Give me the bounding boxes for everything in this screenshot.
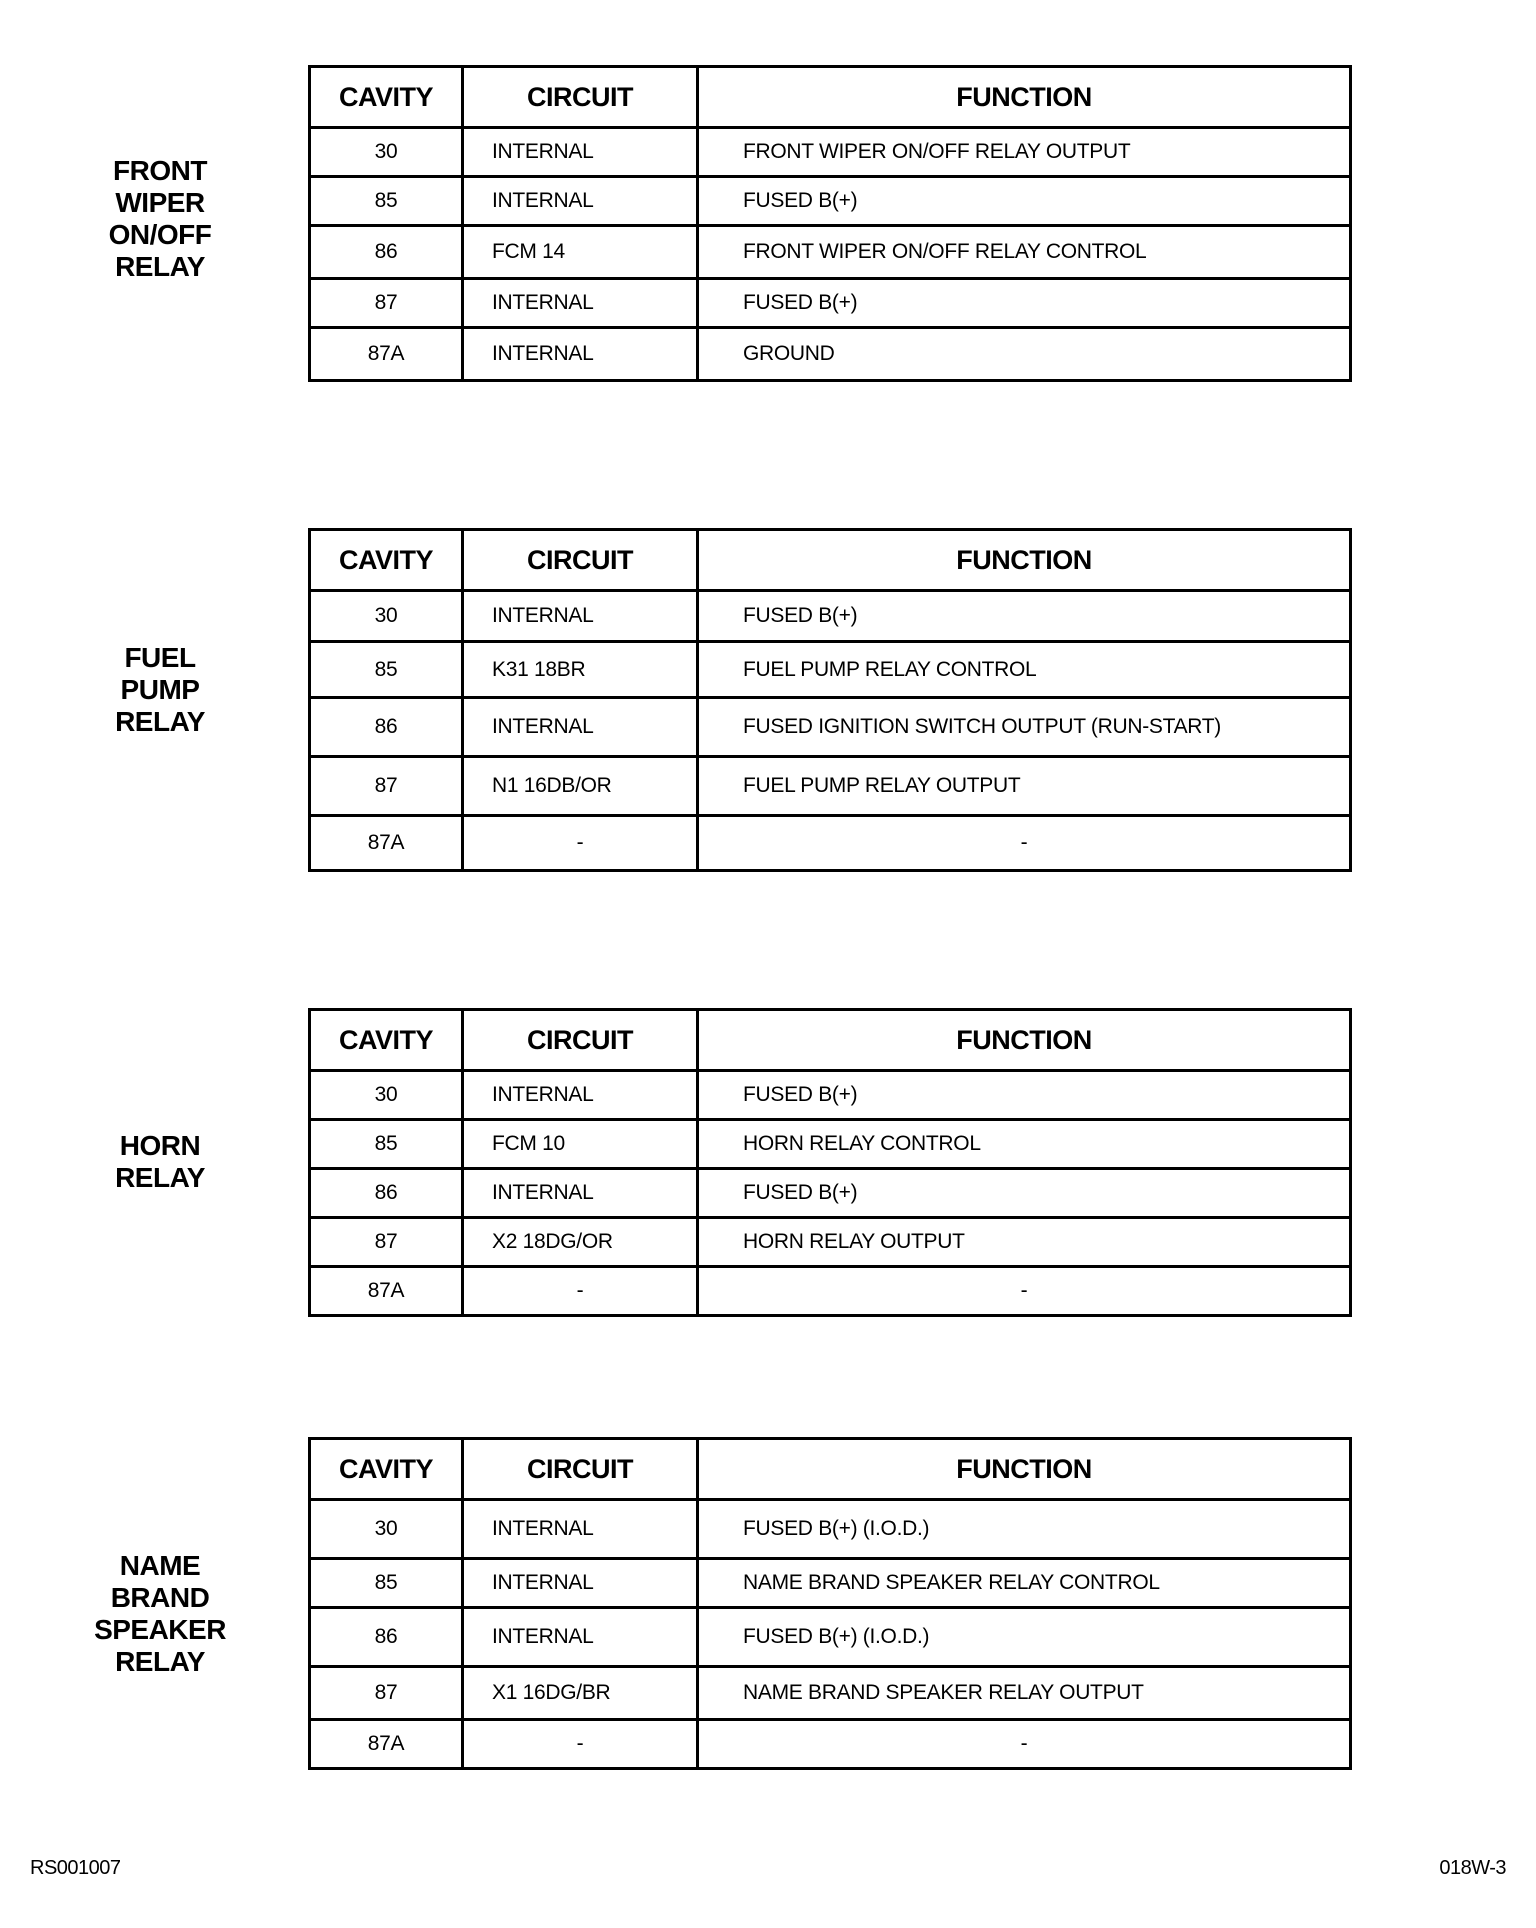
cavity-cell: 87 xyxy=(310,1667,463,1720)
circuit-cell: X2 18DG/OR xyxy=(463,1218,698,1267)
function-cell: NAME BRAND SPEAKER RELAY CONTROL xyxy=(698,1559,1351,1608)
relay-title-line: RELAY xyxy=(115,1162,205,1193)
circuit-cell: - xyxy=(463,816,698,871)
cavity-cell: 87A xyxy=(310,816,463,871)
table-header-row xyxy=(310,67,1351,128)
cavity-cell: 87A xyxy=(310,328,463,381)
relay-title xyxy=(90,155,230,283)
function-cell: FUSED B(+) xyxy=(698,1169,1351,1218)
relay-title xyxy=(90,642,230,738)
function-cell: FUSED B(+) xyxy=(698,177,1351,226)
cavity-cell: 86 xyxy=(310,1169,463,1218)
circuit-cell: - xyxy=(463,1720,698,1769)
cavity-cell: 86 xyxy=(310,226,463,279)
circuit-cell: INTERNAL xyxy=(463,128,698,177)
circuit-cell: INTERNAL xyxy=(463,698,698,757)
circuit-cell: INTERNAL xyxy=(463,1071,698,1120)
cavity-cell: 30 xyxy=(310,1500,463,1559)
pinout-table xyxy=(308,1008,1352,1317)
pinout-table xyxy=(308,528,1352,872)
table-row xyxy=(310,1218,1351,1267)
figure-id-left: RS001007 xyxy=(30,1857,121,1879)
function-cell: GROUND xyxy=(698,328,1351,381)
function-cell: FUEL PUMP RELAY OUTPUT xyxy=(698,757,1351,816)
function-cell: HORN RELAY OUTPUT xyxy=(698,1218,1351,1267)
table-row xyxy=(310,328,1351,381)
relay-title-line: BRAND xyxy=(110,1582,210,1613)
table-row xyxy=(310,1720,1351,1769)
table-row xyxy=(310,1500,1351,1559)
function-header: FUNCTION xyxy=(698,1439,1351,1500)
function-cell: FRONT WIPER ON/OFF RELAY CONTROL xyxy=(698,226,1351,279)
relay-title-line: PUMP xyxy=(120,674,200,705)
relay-title-line: HORN xyxy=(119,1130,201,1161)
relay-title-line: NAME xyxy=(119,1550,201,1581)
table-row xyxy=(310,757,1351,816)
table-row xyxy=(310,177,1351,226)
relay-title-line: FRONT xyxy=(113,155,207,186)
table-row xyxy=(310,1608,1351,1667)
table-row xyxy=(310,642,1351,698)
relay-title-line: WIPER xyxy=(115,187,205,218)
cavity-header: CAVITY xyxy=(310,67,463,128)
cavity-cell: 86 xyxy=(310,1608,463,1667)
function-cell: FUSED B(+) xyxy=(698,591,1351,642)
function-header: FUNCTION xyxy=(698,1010,1351,1071)
table-row xyxy=(310,1559,1351,1608)
function-cell: FUSED B(+) xyxy=(698,1071,1351,1120)
function-cell: NAME BRAND SPEAKER RELAY OUTPUT xyxy=(698,1667,1351,1720)
pinout-table xyxy=(308,1437,1352,1770)
circuit-header: CIRCUIT xyxy=(463,1439,698,1500)
relay-title-line: SPEAKER xyxy=(94,1614,226,1645)
cavity-cell: 87A xyxy=(310,1720,463,1769)
table-header-row xyxy=(310,1010,1351,1071)
cavity-header: CAVITY xyxy=(310,1010,463,1071)
cavity-cell: 87 xyxy=(310,279,463,328)
circuit-cell: INTERNAL xyxy=(463,279,698,328)
table-row xyxy=(310,226,1351,279)
table-row xyxy=(310,1169,1351,1218)
function-header: FUNCTION xyxy=(698,530,1351,591)
table-row xyxy=(310,279,1351,328)
cavity-cell: 30 xyxy=(310,128,463,177)
circuit-header: CIRCUIT xyxy=(463,67,698,128)
circuit-cell: - xyxy=(463,1267,698,1316)
table-row xyxy=(310,128,1351,177)
cavity-cell: 86 xyxy=(310,698,463,757)
cavity-cell: 85 xyxy=(310,642,463,698)
circuit-cell: INTERNAL xyxy=(463,1559,698,1608)
table-row xyxy=(310,1120,1351,1169)
figure-id-right: 018W-3 xyxy=(1439,1857,1506,1879)
circuit-cell: INTERNAL xyxy=(463,328,698,381)
relay-title-line: FUEL xyxy=(124,642,196,673)
table-row xyxy=(310,591,1351,642)
function-cell: FUSED B(+) (I.O.D.) xyxy=(698,1608,1351,1667)
pinout-table xyxy=(308,65,1352,382)
circuit-cell: K31 18BR xyxy=(463,642,698,698)
cavity-cell: 85 xyxy=(310,177,463,226)
circuit-cell: INTERNAL xyxy=(463,591,698,642)
relay-title-line: RELAY xyxy=(115,1646,205,1677)
cavity-cell: 30 xyxy=(310,1071,463,1120)
relay-title xyxy=(90,1550,230,1678)
circuit-cell: FCM 14 xyxy=(463,226,698,279)
function-header: FUNCTION xyxy=(698,67,1351,128)
cavity-cell: 87 xyxy=(310,757,463,816)
function-cell: FRONT WIPER ON/OFF RELAY OUTPUT xyxy=(698,128,1351,177)
circuit-cell: INTERNAL xyxy=(463,1608,698,1667)
circuit-cell: INTERNAL xyxy=(463,1169,698,1218)
function-cell: - xyxy=(698,1267,1351,1316)
relay-title-line: RELAY xyxy=(115,251,205,282)
function-cell: FUSED B(+) xyxy=(698,279,1351,328)
cavity-cell: 87 xyxy=(310,1218,463,1267)
table-row xyxy=(310,1267,1351,1316)
function-cell: HORN RELAY CONTROL xyxy=(698,1120,1351,1169)
cavity-cell: 30 xyxy=(310,591,463,642)
cavity-cell: 87A xyxy=(310,1267,463,1316)
relay-title-line: RELAY xyxy=(115,706,205,737)
function-cell: - xyxy=(698,816,1351,871)
table-header-row xyxy=(310,1439,1351,1500)
relay-title xyxy=(90,1130,230,1194)
function-cell: FUSED IGNITION SWITCH OUTPUT (RUN-START) xyxy=(698,698,1351,757)
circuit-header: CIRCUIT xyxy=(463,530,698,591)
circuit-cell: FCM 10 xyxy=(463,1120,698,1169)
table-row xyxy=(310,1667,1351,1720)
cavity-header: CAVITY xyxy=(310,1439,463,1500)
table-row xyxy=(310,698,1351,757)
circuit-cell: INTERNAL xyxy=(463,1500,698,1559)
circuit-cell: N1 16DB/OR xyxy=(463,757,698,816)
circuit-cell: X1 16DG/BR xyxy=(463,1667,698,1720)
table-row xyxy=(310,1071,1351,1120)
cavity-header: CAVITY xyxy=(310,530,463,591)
function-cell: - xyxy=(698,1720,1351,1769)
circuit-cell: INTERNAL xyxy=(463,177,698,226)
table-header-row xyxy=(310,530,1351,591)
cavity-cell: 85 xyxy=(310,1559,463,1608)
function-cell: FUEL PUMP RELAY CONTROL xyxy=(698,642,1351,698)
relay-title-line: ON/OFF xyxy=(108,219,212,250)
function-cell: FUSED B(+) (I.O.D.) xyxy=(698,1500,1351,1559)
cavity-cell: 85 xyxy=(310,1120,463,1169)
circuit-header: CIRCUIT xyxy=(463,1010,698,1071)
table-row xyxy=(310,816,1351,871)
